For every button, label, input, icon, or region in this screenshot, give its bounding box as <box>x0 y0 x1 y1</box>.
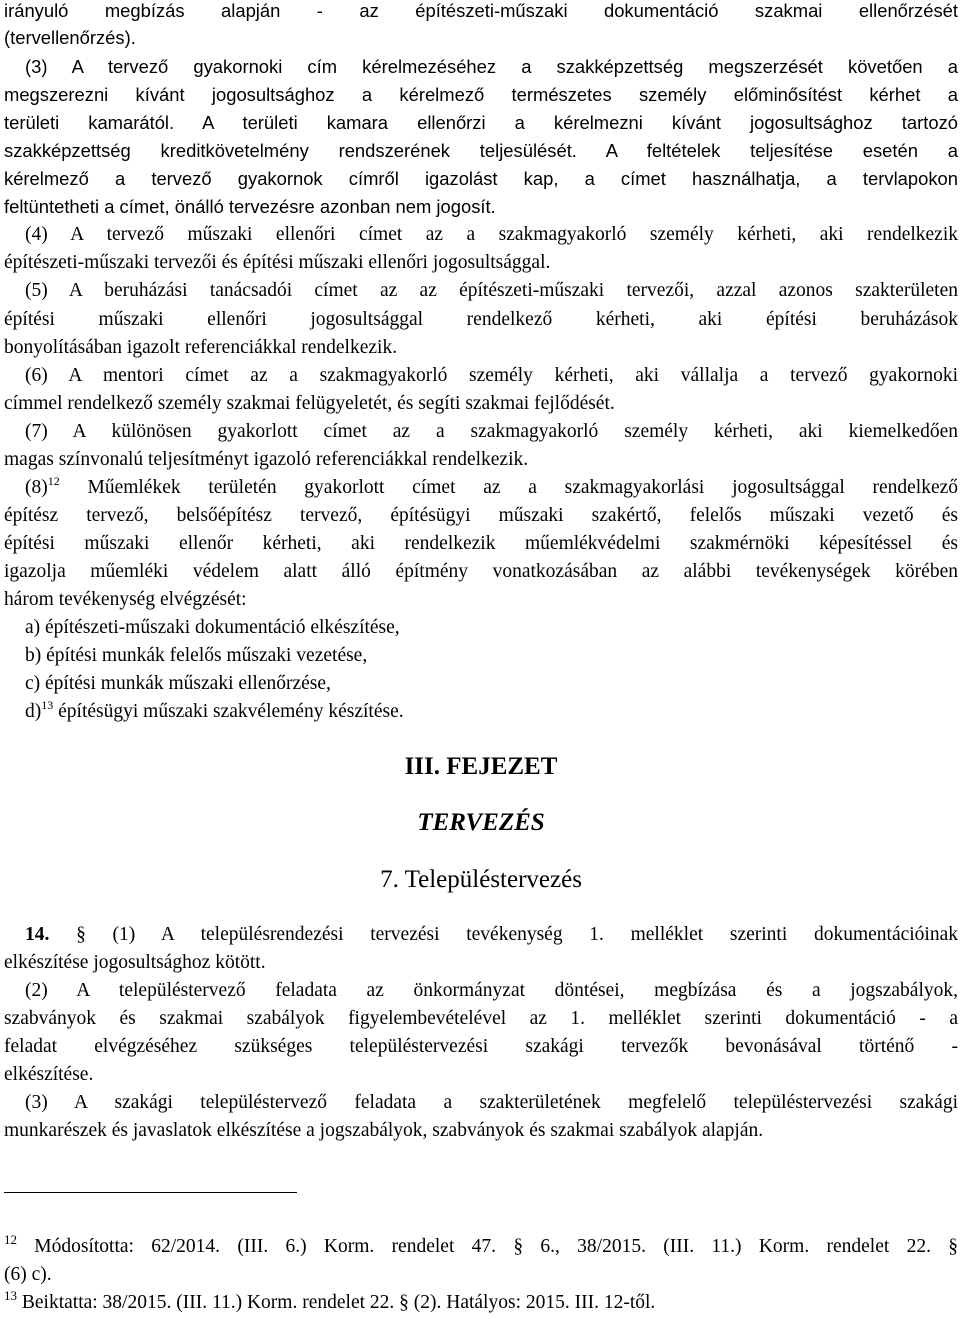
text-line: feladat elvégzéséhez szükséges településtervezési szakági tervezők bevonásával történő - <box>4 1036 958 1057</box>
text-line: bonyolításában igazolt referenciákkal rendelkezik. <box>4 337 398 358</box>
text-line: feltüntetheti a címet, önálló tervezésre azonban nem jogosít. <box>4 196 496 217</box>
paragraph-5-line-1: (5) A beruházási tanácsadói címet az az építészeti-műszaki tervezői, azzal azonos szakterületen <box>25 280 958 301</box>
list-text: építésügyi műszaki szakvélemény készítése. <box>53 701 404 722</box>
text-line: megszerezni kívánt jogosultsághoz a kérelmező természetes személy előminősítést kérhet a <box>4 84 958 105</box>
text-line: szakképzettség kreditkövetelmény rendszerének teljesülését. A feltételek teljesítése esetén a <box>4 140 958 161</box>
paragraph-7-line-1: (7) A különösen gyakorlott címet az a szakmagyakorló személy kérheti, aki kiemelkedően <box>25 421 958 442</box>
text-line: három tevékenység elvégzését: <box>4 589 247 610</box>
footnote-ref-12[interactable]: 12 <box>47 474 60 488</box>
paragraph-8-line-1 <box>4 476 958 500</box>
footnote-text: Módosította: 62/2014. (III. 6.) Korm. rendelet 47. § 6., 38/2015. (III. 11.) Korm. rendelet 22. § <box>17 1236 958 1257</box>
section-14-paragraph-1-line-1 <box>4 923 958 947</box>
paragraph-3-line-1: (3) A tervező gyakornoki cím kérelmezéséhez a szakképzettség megszerzését követően a <box>25 56 958 77</box>
chapter-title: TERVEZÉS <box>417 809 545 836</box>
text-line: magas színvonalú teljesítményt igazoló referenciákkal rendelkezik. <box>4 449 529 470</box>
text-line: építési műszaki ellenőri jogosultsággal rendelkező kérheti, aki építési beruházások <box>4 309 958 330</box>
text-line: területi kamarától. A területi kamara ellenőrzi a kérelmezni kívánt jogosultsághoz tartozó <box>4 112 958 133</box>
list-item-b: b) építési munkák felelős műszaki vezetése, <box>25 645 368 666</box>
text-line: munkarészek és javaslatok elkészítése a jogszabályok, szabványok és szakmai szabályok alapján. <box>4 1120 764 1141</box>
text-line: elkészítése. <box>4 1064 94 1085</box>
footnote-number: 13 <box>4 1288 17 1303</box>
paragraph-6-line-1: (6) A mentori címet az a szakmagyakorló személy kérheti, aki vállalja a tervező gyakornoki <box>25 365 958 386</box>
list-marker: d) <box>25 701 42 722</box>
text-line: építészeti-műszaki tervezői és építési műszaki ellenőri jogosultsággal. <box>4 252 551 273</box>
section-number: 14. <box>25 924 50 945</box>
list-item-c: c) építési munkák műszaki ellenőrzése, <box>25 673 331 694</box>
footnote-number: 12 <box>4 1232 17 1247</box>
section-heading: 7. Településtervezés <box>380 866 582 893</box>
footnote-12-line-1 <box>4 1232 958 1259</box>
text-line: szabványok és szakmai szabályok figyelembevételével az 1. melléklet szerinti dokumentáció - a <box>4 1008 958 1029</box>
chapter-heading: III. FEJEZET <box>404 753 558 780</box>
paragraph-text: (1) A településrendezési tervezési tevékenység 1. melléklet szerinti dokumentációinak <box>85 924 959 945</box>
text-line: irányuló megbízás alapján - az építészeti-műszaki dokumentáció szakmai ellenőrzését <box>4 0 958 21</box>
text-line: (tervellenőrzés). <box>4 27 136 48</box>
text-line: építész tervező, belsőépítész tervező, építésügyi műszaki szakértő, felelős műszaki vezető és <box>4 505 958 526</box>
paragraph-number: (8) <box>25 477 48 498</box>
section-14-paragraph-2-line-1: (2) A településtervező feladata az önkormányzat döntései, megbízása és a jogszabályok, <box>25 980 958 1001</box>
list-item-d <box>4 700 404 724</box>
text-line: elkészítése jogosultsághoz kötött. <box>4 952 266 973</box>
footnote-text: Beiktatta: 38/2015. (III. 11.) Korm. rendelet 22. § (2). Hatályos: 2015. III. 12-től. <box>17 1292 656 1313</box>
text-line: címmel rendelkező személy szakmai felügyeletét, és segíti szakmai fejlődését. <box>4 393 615 414</box>
list-item-a: a) építészeti-műszaki dokumentáció elkészítése, <box>25 617 400 638</box>
text-line: építési műszaki ellenőr kérheti, aki rendelkezik műemlékvédelmi szakmérnöki képesítéssel és <box>4 533 958 554</box>
text-line: igazolja műemléki védelem alatt álló építmény vonatkozásában az alábbi tevékenységek körében <box>4 561 958 582</box>
section-14-paragraph-3-line-1: (3) A szakági településtervező feladata a szakterületének megfelelő településtervezési szakági <box>25 1092 958 1113</box>
footnote-12-line-2: (6) c). <box>4 1264 52 1285</box>
section-sign-link[interactable]: § <box>76 924 86 945</box>
paragraph-4-line-1: (4) A tervező műszaki ellenőri címet az a szakmagyakorló személy kérheti, aki rendelkezik <box>25 224 958 245</box>
paragraph-text: Műemlékek területén gyakorlott címet az a szakmagyakorlási jogosultsággal rendelkező <box>59 477 958 498</box>
footnote-separator <box>4 1192 297 1193</box>
text-line: kérelmező a tervező gyakornok címről igazolást kap, a címet használhatja, a tervlapokon <box>4 168 958 189</box>
footnote-13 <box>4 1288 656 1315</box>
footnote-ref-13[interactable]: 13 <box>41 698 54 712</box>
